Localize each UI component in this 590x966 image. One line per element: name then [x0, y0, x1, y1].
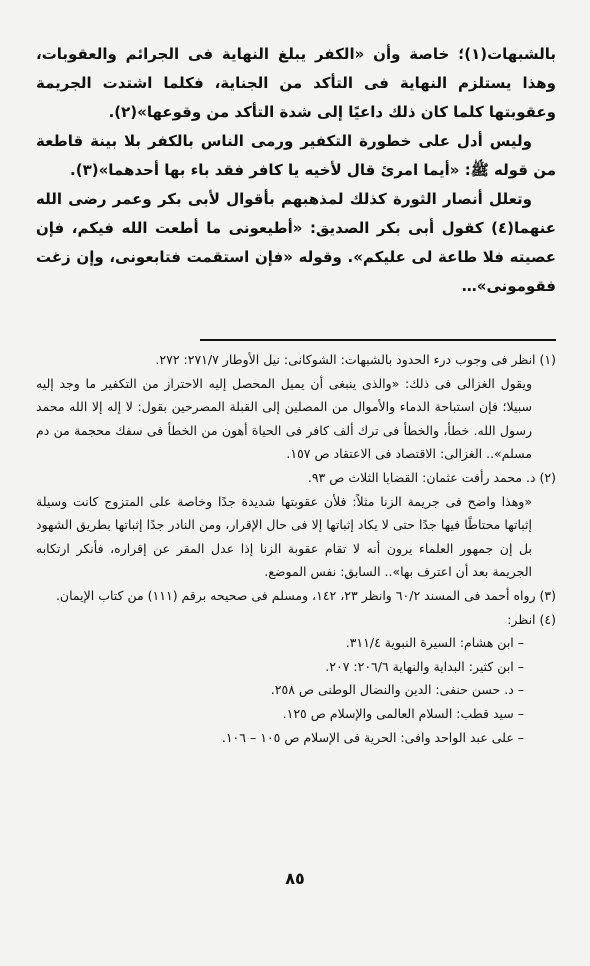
footnote-1-ref: (١) انظر فى وجوب درء الحدود بالشبهات: الشوكانى: نيل الأوطار ٢٧١/٧: ٢٧٢. [155, 352, 556, 367]
paragraph-1: بالشبهات(١)؛ خاصة وأن «الكفر يبلغ النهاية فى الجرائم والعقوبات، وهذا يستلزم النهاية فى التأكد من الجناية، فكلما اشتدت الجريمة وعقوبتها كلما كان ذلك داعيًا إلى شدة التأكد من وقوعها»(٢). [36, 45, 556, 121]
footnote-2-quote: «وهذا واضح فى جريمة الزنا مثلاً: فلأن عقوبتها شديدة جدًا وخاصة على المتزوج كانت وسيلة إثباتها محتاطًا فيها جدًا حتى لا يكاد إثباتها إلا فى حال الإقرار، ومن النادر جدًا إثباتها بطريق الشهود بل إن جمهور العلماء يرون أنه لا تقام عقوبة الزنا إذا عدل المقر عن إقراره، فأنكر ارتكابه الجريمة بعد أن اعترف بها».. السابق: نفس الموضع. [36, 493, 532, 580]
paragraph-3: وتعلل أنصار الثورة كذلك لمذهبهم بأقوال لأبى بكر وعمر رضى الله عنهما(٤) كقول أبى بكر الصديق: «أطيعونى ما أطعت الله فيكم، فإن عصيته فلا طاعة لى عليكم». وقوله «فإن استقمت فتابعونى، وإن زغت فقومونى»… [36, 190, 556, 295]
footnote-4-item: – د. حسن حنفى: الدين والنضال الوطنى ص ٢٥٨. [270, 682, 524, 698]
footnote-3: (٣) رواه أحمد فى المسند ٦٠/٢ وانظر ٢٣، ١٤٢، ومسلم فى صحيحه برقم (١١١) من كتاب الإيمان. [55, 587, 556, 603]
footnote-2-ref: (٢) د. محمد رأفت عثمان: القضايا الثلاث ص ٩٣. [307, 469, 556, 485]
footnote-1-quote: ويقول الغزالى فى ذلك: «والذى ينبغى أن يميل المحصل إليه الاحتراز من التكفير ما وجد إليه سبيلا؛ فإن استباحة الدماء والأموال من المصلين إلى القبلة المصرحين بقول: لا إله إلا الله محمد رسول الله. خطأ، والخطأ فى ترك ألف كافر فى الحياة أهون من الخطأ فى سفك محجمة من دم مسلم».. الغزالى: الاقتصاد فى الاعتقاد ص ١٥٧. [36, 375, 532, 462]
footnote-4-item: – على عبد الواحد وافى: الحرية فى الإسلام ص ١٠٥ – ١٠٦. [221, 729, 524, 745]
footnote-4-item: – ابن هشام: السيرة النبوية ٣١١/٤. [345, 635, 524, 651]
footnote-4-item: – سيد قطب: السلام العالمى والإسلام ص ١٢٥. [282, 705, 524, 721]
footnote-separator [200, 339, 556, 341]
main-text [36, 40, 556, 301]
footnote-4-head: (٤) انظر: [507, 611, 556, 627]
footnotes [36, 348, 556, 749]
page-number: ٨٥ [285, 869, 305, 888]
paragraph-2: وليس أدل على خطورة التكفير ورمى الناس بالكفر بلا بينة قاطعة من قوله ﷺ: «أيما امرئ قال لأخيه يا كافر فقد باء بها أحدهما»(٣). [36, 132, 556, 179]
footnote-4-item: – ابن كثير: البداية والنهاية ٢٠٦/٦: ٢٠٧. [325, 658, 524, 674]
